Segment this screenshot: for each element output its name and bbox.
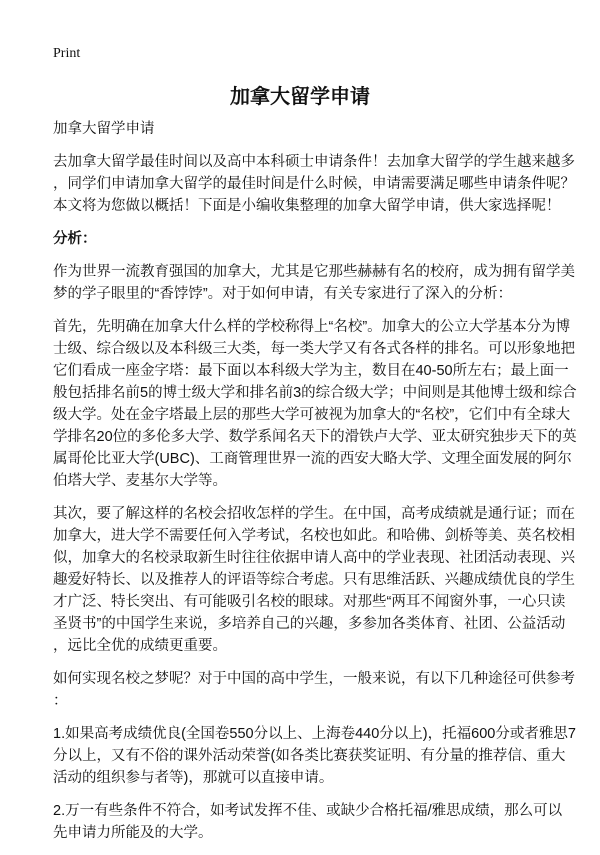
text-line: 2.万一有些条件不符合，如考试发挥不佳、或缺少合格托福/雅思成绩，那么可以: [53, 803, 563, 819]
text-line: 去加拿大留学最佳时间以及高中本科硕士申请条件！去加拿大留学的学生越来越多: [53, 154, 575, 170]
paragraph: [53, 151, 583, 217]
text-line: 首先，先明确在加拿大什么样的学校称得上“名校”。加拿大的公立大学基本分为博: [53, 319, 571, 335]
paragraph: [53, 261, 583, 305]
paragraph: [53, 800, 583, 844]
page-title: 加拿大留学申请: [230, 86, 370, 108]
text-line: 梦的学子眼里的“香饽饽”。对于如何申请，有关专家进行了深入的分析：: [53, 286, 513, 302]
text-line: 趣爱好特长、以及推荐人的评语等综合考虑。只有思维活跃、兴趣成绩优良的学生: [53, 572, 575, 588]
paragraph: [53, 316, 583, 492]
text-line: 加拿大留学申请: [53, 121, 155, 137]
text-line: ，同学们申请加拿大留学的最佳时间是什么时候，申请需要满足哪些申请条件呢？: [53, 176, 575, 192]
text-line: 活动的组织参与者等)，那就可以直接申请。: [53, 770, 334, 786]
text-line: 圣贤书”的中国学生来说，多培养自己的兴趣，多参加各类体育、社团、公益活动: [53, 616, 566, 632]
text-line: 它们看成一座金字塔：最下面以本科级大学为主，数目在40-50所左右；最上面一: [53, 363, 569, 379]
text-line: 似，加拿大的名校录取新生时往往依据申请人高中的学业表现、社团活动表现、兴: [53, 550, 575, 566]
text-line: 1.如果高考成绩优良(全国卷550分以上、上海卷440分以上)，托福600分或者雅思7: [53, 726, 576, 742]
paragraph: [53, 503, 583, 657]
text-line: 伯塔大学、麦基尔大学等。: [53, 473, 227, 489]
text-line: 本文将为您做以概括！下面是小编收集整理的加拿大留学申请，供大家选择呢！: [53, 198, 561, 214]
text-line: 加拿大，进大学不需要任何入学考试，名校也如此。和哈佛、剑桥等美、英名校相: [53, 528, 575, 544]
paragraph: [53, 668, 583, 712]
text-line: 级大学。处在金字塔最上层的那些大学可被视为加拿大的“名校”，它们中有全球大: [53, 407, 571, 423]
text-line: 先申请力所能及的大学。: [53, 825, 213, 841]
print-link[interactable]: Print: [53, 46, 81, 61]
text-line: 才广泛、特长突出、有可能吸引名校的眼球。对那些“两耳不闻窗外事，一心只读: [53, 594, 566, 610]
text-line: 般包括排名前5的博士级大学和排名前3的综合级大学；中间则是其他博士级和综合: [53, 385, 577, 401]
text-line: ，远比全优的成绩更重要。: [53, 638, 227, 654]
document-body: [53, 118, 583, 855]
text-line: 士级、综合级以及本科级三大类，每一类大学又有各式各样的排名。可以形象地把: [53, 341, 575, 357]
section-heading: [53, 228, 583, 250]
paragraph: [53, 723, 583, 789]
text-line: 学排名20位的多伦多大学、数学系闻名天下的滑铁卢大学、亚太研究独步天下的英: [53, 429, 577, 445]
text-line: 属哥伦比亚大学(UBC)、工商管理世界一流的西安大略大学、文理全面发展的阿尔: [53, 451, 572, 467]
text-line: 作为世界一流教育强国的加拿大，尤其是它那些赫赫有名的校府，成为拥有留学美: [53, 264, 575, 280]
text-line: 如何实现名校之梦呢？对于中国的高中学生，一般来说，有以下几种途径可供参考: [53, 671, 575, 687]
text-line: 其次，要了解这样的名校会招收怎样的学生。在中国，高考成绩就是通行证；而在: [53, 506, 575, 522]
text-line: 分以上，又有不俗的课外活动荣誉(如各类比赛获奖证明、有分量的推荐信、重大: [53, 748, 566, 764]
text-line: 分析：: [53, 231, 97, 247]
text-line: ：: [53, 693, 68, 709]
subtitle: [53, 118, 583, 140]
